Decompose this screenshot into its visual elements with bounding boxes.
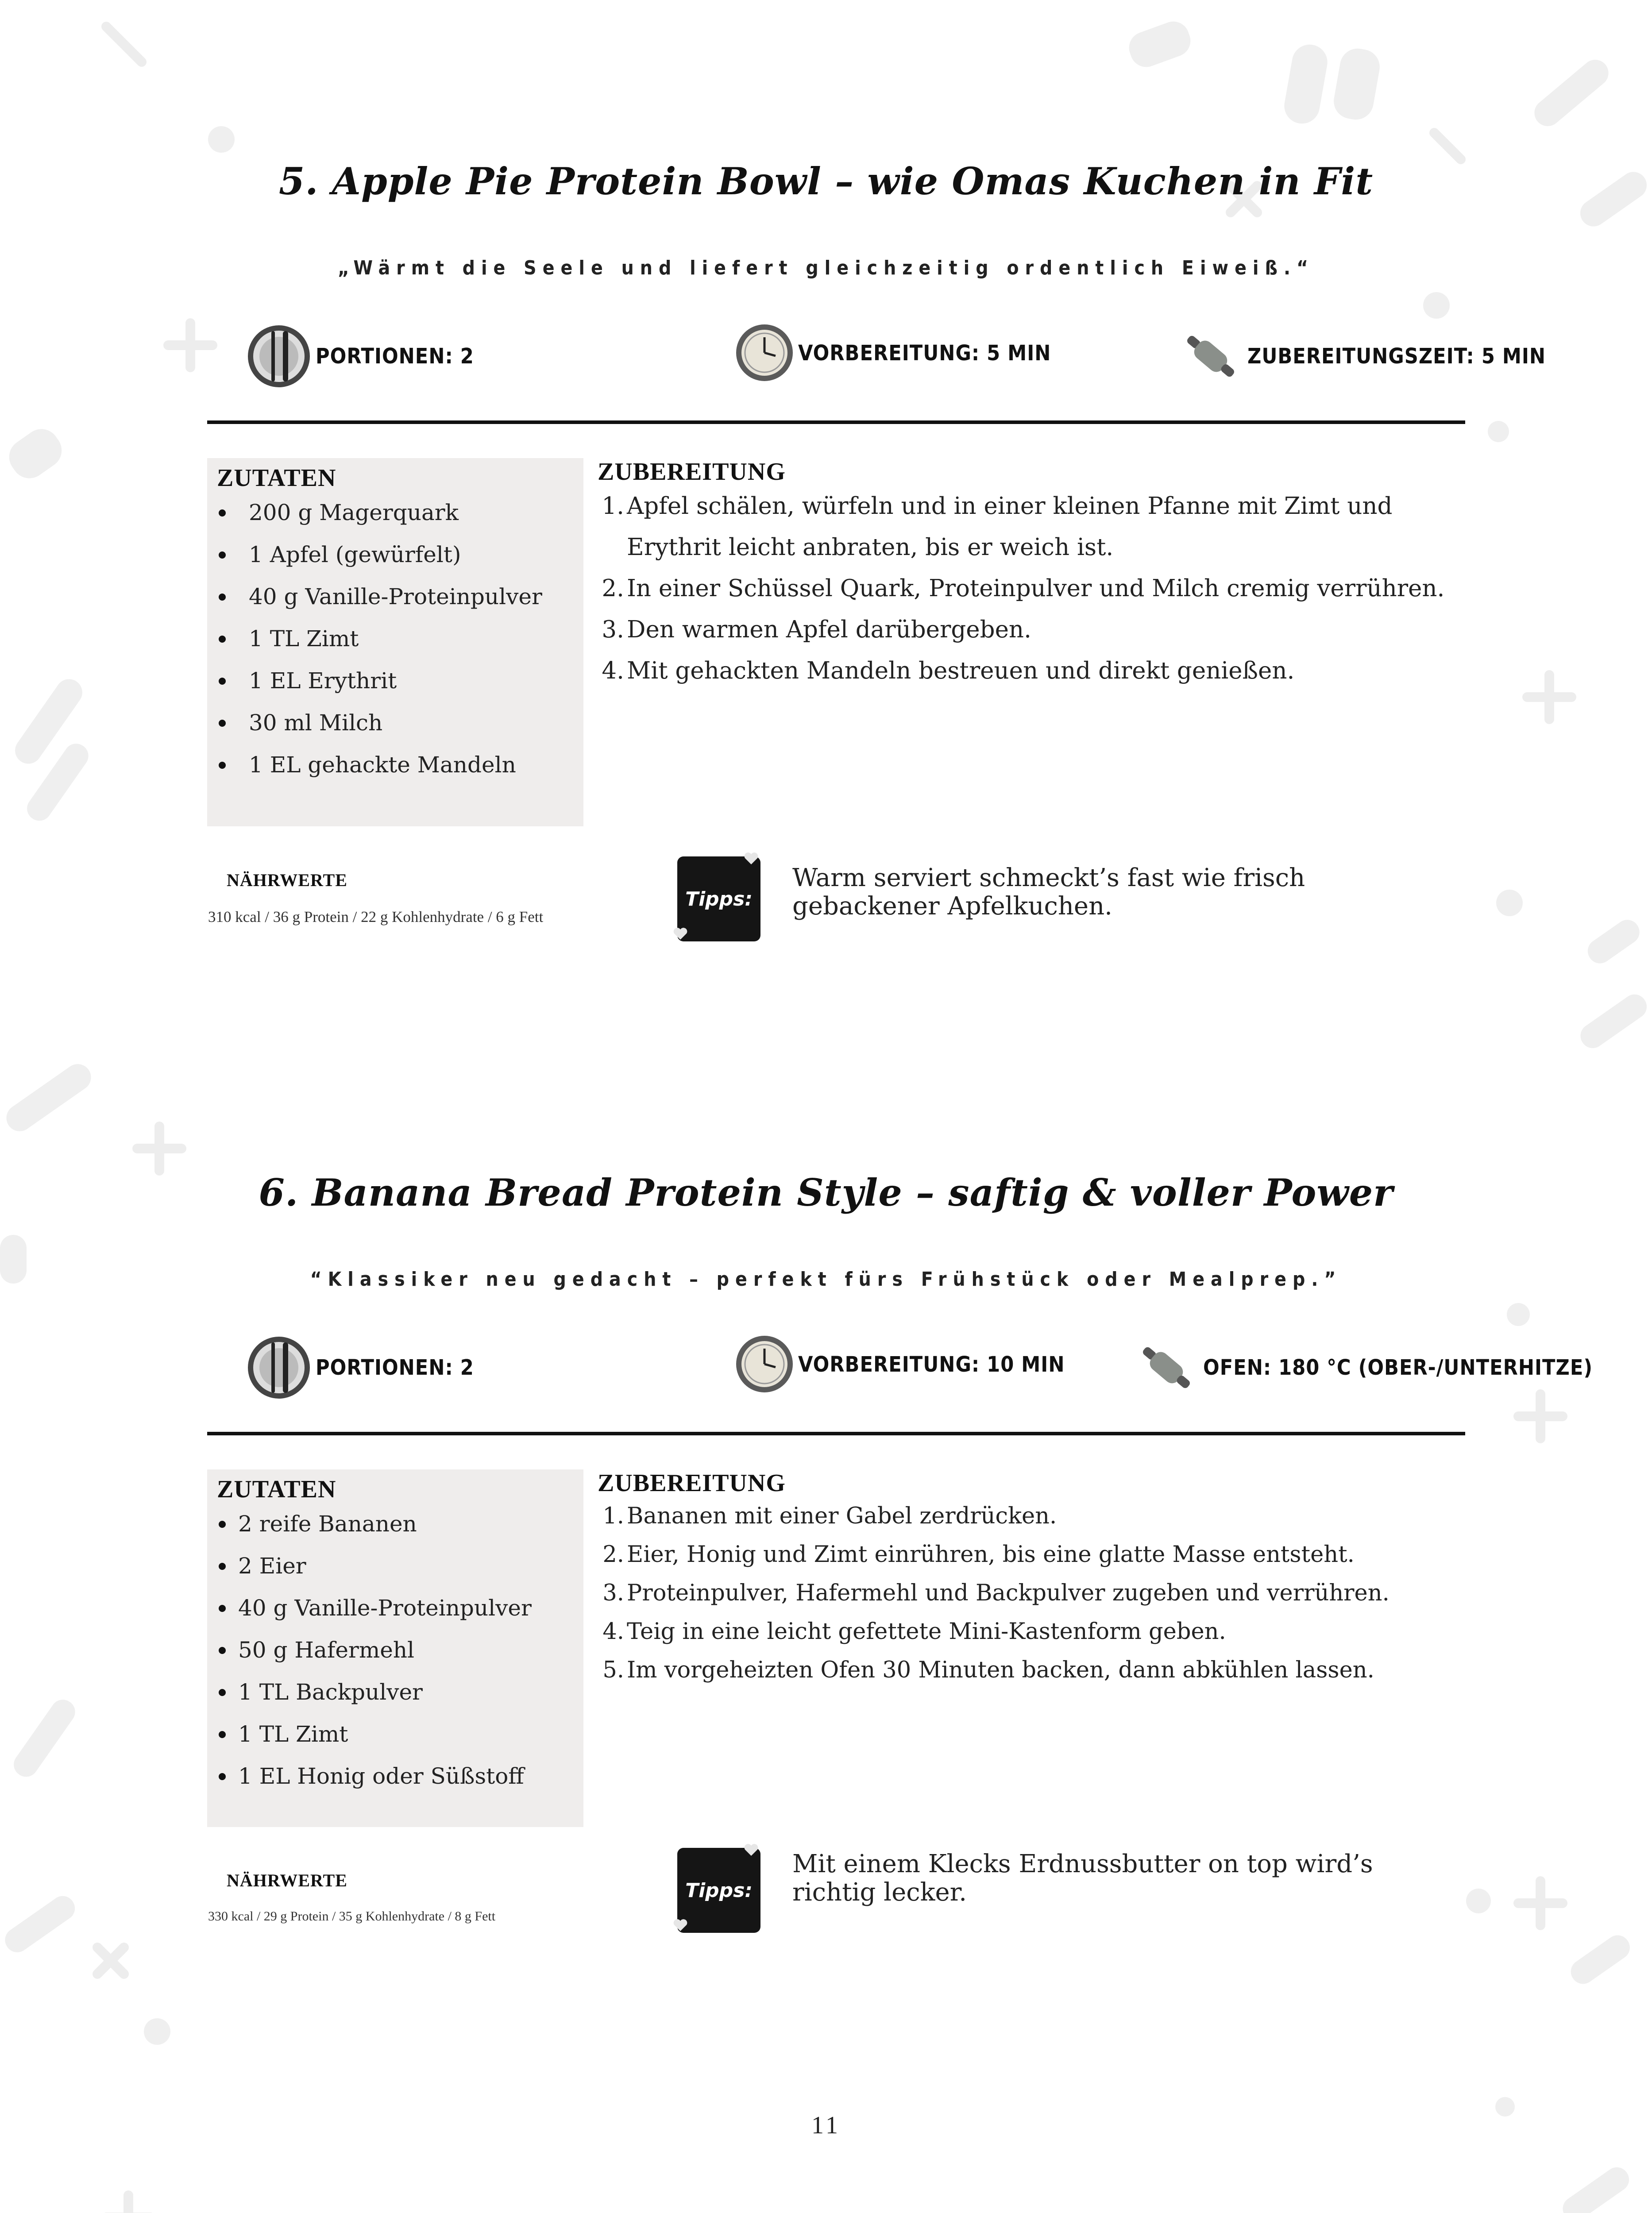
- nutrition-values: 330 kcal / 29 g Protein / 35 g Kohlenhydrate / 8 g Fett: [208, 1909, 496, 1924]
- step-number: 4.: [602, 657, 624, 684]
- ingredient-item: 2 reife Bananen: [217, 1503, 574, 1545]
- step-text: Proteinpulver, Hafermehl und Backpulver zugeben und verrühren.: [627, 1580, 1390, 1606]
- divider: [207, 420, 1465, 424]
- meta-cook-time: [1177, 323, 1546, 389]
- meta-oven: [1133, 1334, 1593, 1401]
- ingredient-item: 1 TL Zimt: [217, 618, 574, 660]
- step-number: 5.: [602, 1657, 624, 1683]
- step-text: Mit gehackten Mandeln bestreuen und direkt genießen.: [627, 657, 1295, 684]
- nutrition-heading: NÄHRWERTE: [227, 1870, 347, 1890]
- tips-badge: [677, 1848, 760, 1933]
- tips-badge: [677, 856, 760, 941]
- ingredient-item: 1 TL Zimt: [217, 1713, 574, 1755]
- step-text: Im vorgeheizten Ofen 30 Minuten backen, dann abkühlen lassen.: [627, 1657, 1374, 1683]
- heart-icon: [673, 1919, 688, 1932]
- ingredient-item: 40 g Vanille-Proteinpulver: [217, 1587, 574, 1629]
- ingredients-heading: ZUTATEN: [217, 1476, 336, 1503]
- tips-text: Warm serviert schmeckt’s fast wie frisch gebackener Apfelkuchen.: [792, 864, 1305, 921]
- preparation-steps: [598, 486, 1483, 691]
- step-text: In einer Schüssel Quark, Proteinpulver und Milch cremig verrühren.: [627, 575, 1445, 602]
- tips-text: Mit einem Klecks Erdnussbutter on top wird’s richtig lecker.: [792, 1850, 1373, 1907]
- ingredients-list: [217, 492, 574, 786]
- preparation-heading: ZUBEREITUNG: [598, 458, 786, 486]
- nutrition-heading: NÄHRWERTE: [227, 870, 347, 890]
- heart-icon: [744, 1843, 759, 1857]
- meta-portions: [246, 1334, 474, 1401]
- step-number: 1.: [602, 1503, 624, 1529]
- preparation-section: [598, 1469, 1483, 1689]
- ingredients-box: [207, 1469, 583, 1827]
- preparation-steps: [598, 1497, 1483, 1689]
- recipe-quote: „Wärmt die Seele und liefert gleichzeitig ordentlich Eiweiß.“: [337, 257, 1315, 279]
- ingredients-list: [217, 1503, 574, 1797]
- meta-prep: [735, 323, 1051, 383]
- ingredient-item: 200 g Magerquark: [217, 492, 574, 534]
- divider: [207, 1432, 1465, 1435]
- ingredients-box: [207, 458, 583, 826]
- plate-cutlery-icon: [246, 323, 312, 389]
- recipe-quote: “Klassiker neu gedacht – perfekt fürs Frühstück oder Mealprep.”: [310, 1268, 1342, 1291]
- heart-icon: [673, 927, 688, 941]
- step-item: [598, 1535, 1483, 1574]
- step-item: [598, 486, 1483, 568]
- step-item: [598, 609, 1483, 650]
- step-item: [598, 650, 1483, 691]
- step-item: [598, 1612, 1483, 1651]
- step-number: 2.: [602, 575, 624, 602]
- step-number: 2.: [602, 1542, 624, 1568]
- prep-label: VORBEREITUNG: 10 MIN: [798, 1352, 1065, 1377]
- step-number: 4.: [602, 1619, 624, 1645]
- preparation-heading: ZUBEREITUNG: [598, 1469, 786, 1497]
- step-text: Teig in eine leicht gefettete Mini-Kastenform geben.: [627, 1619, 1226, 1645]
- step-item: [598, 1574, 1483, 1612]
- step-item: [598, 1651, 1483, 1689]
- step-text: Bananen mit einer Gabel zerdrücken.: [627, 1503, 1057, 1529]
- step-text: Den warmen Apfel darübergeben.: [627, 616, 1031, 643]
- oven-label: OFEN: 180 °C (OBER-/UNTERHITZE): [1203, 1355, 1593, 1380]
- step-number: 3.: [602, 1580, 624, 1606]
- portions-label: PORTIONEN: 2: [316, 344, 474, 369]
- clock-icon: [735, 323, 795, 383]
- ingredients-heading: ZUTATEN: [217, 464, 336, 492]
- clock-icon: [735, 1334, 795, 1394]
- tips-label: Tipps:: [685, 1879, 753, 1902]
- nutrition-values: 310 kcal / 36 g Protein / 22 g Kohlenhydrate / 6 g Fett: [208, 908, 544, 925]
- ingredient-item: 1 TL Backpulver: [217, 1671, 574, 1713]
- page-number: 11: [811, 2112, 841, 2139]
- ingredient-item: 1 EL Honig oder Süßstoff: [217, 1755, 574, 1797]
- ingredient-item: 50 g Hafermehl: [217, 1629, 574, 1671]
- meta-prep: [735, 1334, 1065, 1394]
- prep-label: VORBEREITUNG: 5 MIN: [798, 340, 1051, 366]
- step-text: Eier, Honig und Zimt einrühren, bis eine glatte Masse entsteht.: [627, 1542, 1355, 1568]
- step-number: 1.: [602, 493, 624, 520]
- ingredient-item: 1 Apfel (gewürfelt): [217, 534, 574, 576]
- step-number: 3.: [602, 616, 624, 643]
- ingredient-item: 2 Eier: [217, 1545, 574, 1587]
- ingredient-item: 40 g Vanille-Proteinpulver: [217, 576, 574, 618]
- cook-time-label: ZUBEREITUNGSZEIT: 5 MIN: [1247, 344, 1546, 369]
- rolling-pin-icon: [1177, 323, 1244, 389]
- step-text: Apfel schälen, würfeln und in einer kleinen Pfanne mit Zimt und Erythrit leicht anbraten, bis er weich ist.: [627, 493, 1393, 561]
- plate-cutlery-icon: [246, 1334, 312, 1401]
- step-item: [598, 1497, 1483, 1535]
- tips-label: Tipps:: [685, 887, 753, 910]
- ingredient-item: 1 EL gehackte Mandeln: [217, 744, 574, 786]
- meta-portions: [246, 323, 474, 389]
- heart-icon: [744, 852, 759, 865]
- ingredient-item: 30 ml Milch: [217, 702, 574, 744]
- recipe-title: 6. Banana Bread Protein Style – saftig & voller Power: [259, 1171, 1393, 1214]
- preparation-section: [598, 458, 1483, 691]
- recipe-title: 5. Apple Pie Protein Bowl – wie Omas Kuchen in Fit: [278, 159, 1374, 203]
- rolling-pin-icon: [1133, 1334, 1200, 1401]
- ingredient-item: 1 EL Erythrit: [217, 660, 574, 702]
- step-item: [598, 568, 1483, 609]
- portions-label: PORTIONEN: 2: [316, 1355, 474, 1380]
